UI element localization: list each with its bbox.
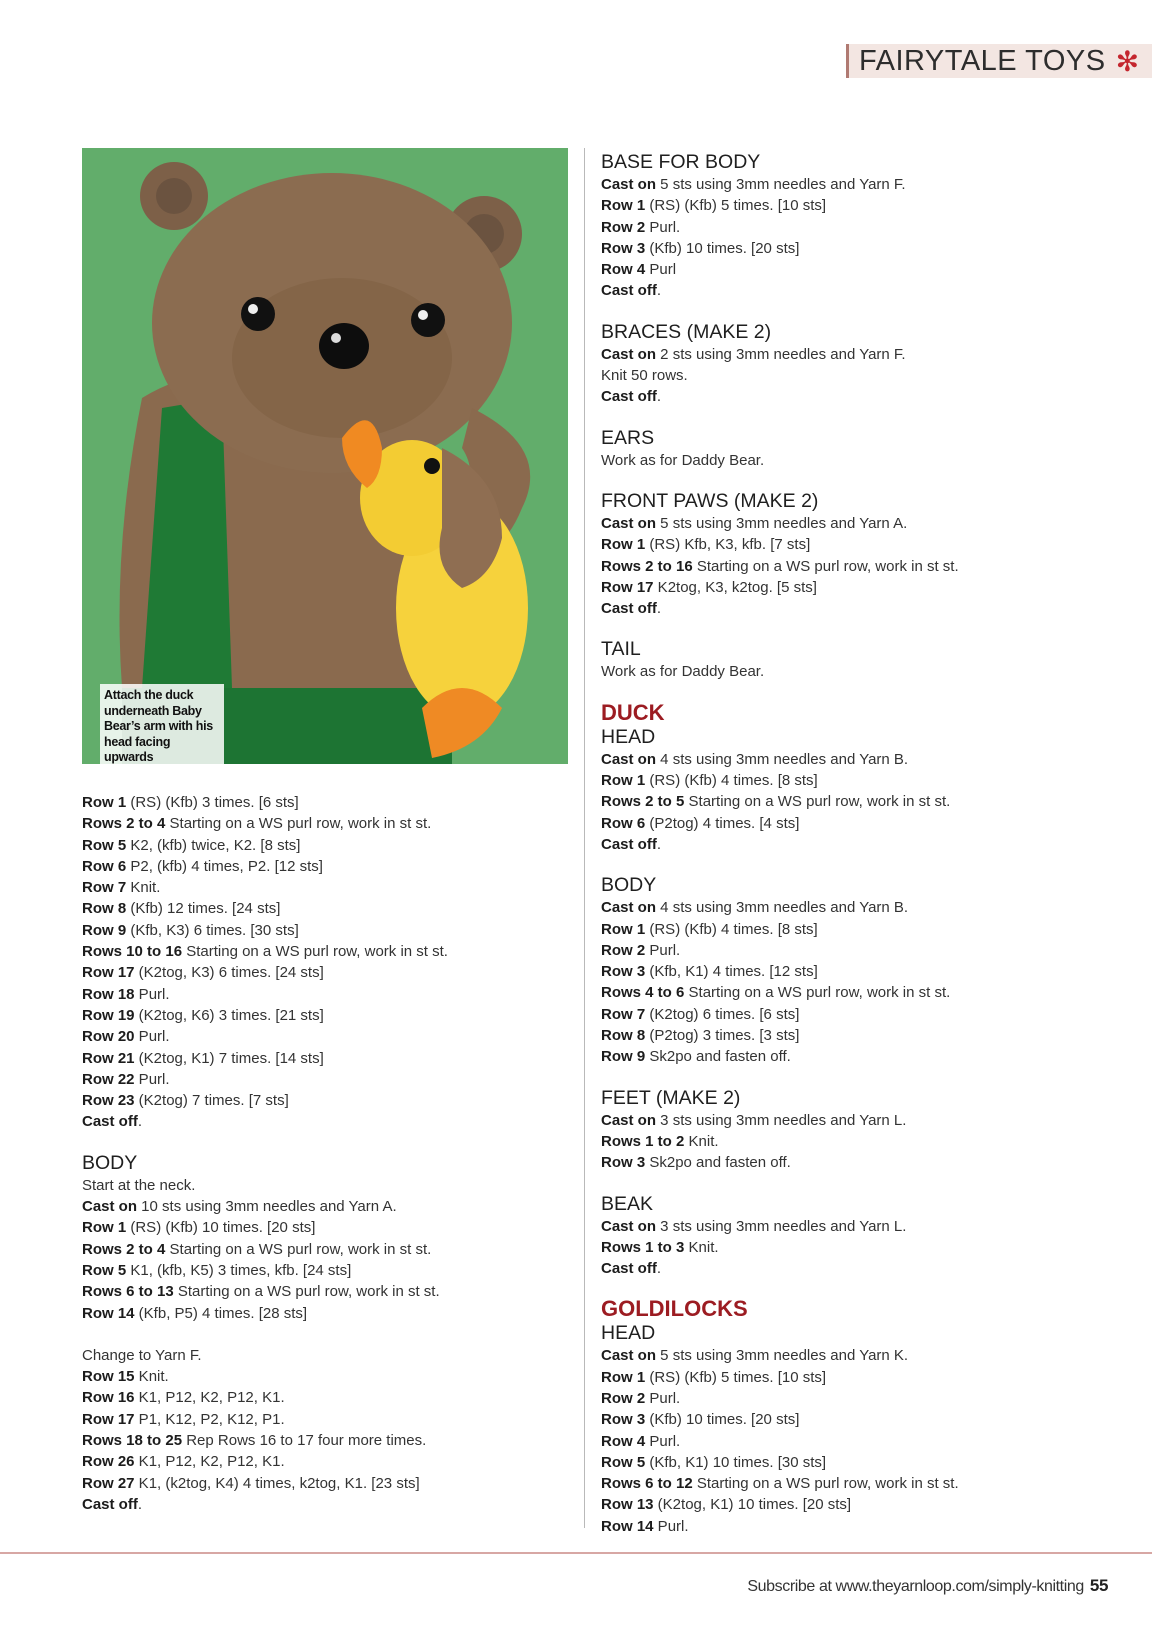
instruction-step: Row 7 bbox=[82, 879, 127, 897]
instruction-step: Cast off bbox=[601, 835, 657, 853]
instruction-line bbox=[601, 598, 1081, 619]
instruction-step: Cast on bbox=[601, 345, 657, 363]
instruction-step: Cast off bbox=[82, 1113, 138, 1131]
section-heading: BODY bbox=[601, 874, 657, 897]
page-footer bbox=[747, 1576, 1108, 1596]
instruction-line bbox=[601, 217, 1081, 238]
instruction-step: Cast on bbox=[601, 1217, 657, 1235]
instruction-step: Row 20 bbox=[82, 1028, 135, 1046]
section-heading: HEAD bbox=[601, 1322, 656, 1345]
instruction-step: Row 3 bbox=[601, 1411, 646, 1429]
instruction-text: K1, P12, K2, P12, K1. bbox=[134, 1453, 285, 1471]
instruction-text: Starting on a WS purl row, work in st st. bbox=[692, 1475, 959, 1493]
instruction-line bbox=[82, 1196, 552, 1217]
instruction-line bbox=[82, 1090, 552, 1111]
instruction-text: (RS) (Kfb) 4 times. [8 sts] bbox=[645, 920, 818, 938]
instruction-line bbox=[601, 195, 1081, 216]
instruction-step: Rows 1 to 2 bbox=[601, 1132, 685, 1150]
instruction-step: Row 14 bbox=[82, 1304, 135, 1322]
instruction-text: (Kfb, K1) 4 times. [12 sts] bbox=[645, 963, 818, 981]
instruction-step: Row 5 bbox=[82, 1261, 127, 1279]
instruction-step: Cast on bbox=[82, 1198, 138, 1216]
instruction-step: Rows 2 to 4 bbox=[82, 815, 166, 833]
instruction-line bbox=[601, 1004, 1081, 1025]
instruction-line bbox=[601, 770, 1081, 791]
instruction-line bbox=[82, 792, 552, 813]
instruction-line bbox=[601, 919, 1081, 940]
instruction-line bbox=[601, 1258, 1081, 1279]
instruction-step: Row 5 bbox=[82, 836, 127, 854]
instruction-line bbox=[601, 1025, 1081, 1046]
section-heading: BRACES (MAKE 2) bbox=[601, 320, 772, 343]
instruction-text: (Kfb, K1) 10 times. [30 sts] bbox=[645, 1453, 827, 1471]
section-heading: BASE FOR BODY bbox=[601, 151, 761, 173]
instruction-text: Purl. bbox=[134, 1070, 170, 1088]
instruction-line bbox=[601, 982, 1081, 1003]
instruction-text: . bbox=[656, 600, 662, 618]
instruction-line bbox=[82, 1451, 552, 1472]
instruction-step: Rows 6 to 13 bbox=[82, 1283, 174, 1301]
instruction-line bbox=[601, 1216, 1081, 1237]
instruction-step: Row 17 bbox=[601, 578, 654, 596]
instruction-line bbox=[601, 174, 1081, 195]
section-heading: EARS bbox=[601, 426, 655, 449]
instruction-text: 3 sts using 3mm needles and Yarn L. bbox=[656, 1111, 907, 1129]
instruction-text: (Kfb) 10 times. [20 sts] bbox=[645, 1411, 800, 1429]
instruction-line bbox=[601, 897, 1081, 918]
instruction-text: Starting on a WS purl row, work in st st. bbox=[684, 793, 951, 811]
instruction-step: Row 1 bbox=[601, 197, 646, 215]
spacer bbox=[82, 1324, 552, 1345]
instruction-text: (RS) Kfb, K3, kfb. [7 sts] bbox=[645, 536, 811, 554]
instruction-line bbox=[601, 1473, 1081, 1494]
instruction-text: Purl. bbox=[645, 941, 681, 959]
instruction-line bbox=[601, 1110, 1081, 1131]
instruction-step: Rows 10 to 16 bbox=[82, 943, 183, 961]
instruction-text: Purl. bbox=[645, 1389, 681, 1407]
instruction-line bbox=[601, 259, 1081, 280]
instruction-line bbox=[601, 961, 1081, 982]
instruction-line bbox=[601, 1046, 1081, 1067]
instruction-step: Rows 6 to 12 bbox=[601, 1475, 693, 1493]
instruction-text: Start at the neck. bbox=[82, 1176, 196, 1194]
instruction-text: (K2tog, K6) 3 times. [21 sts] bbox=[134, 1006, 324, 1024]
instruction-step: Cast on bbox=[601, 750, 657, 768]
instruction-line bbox=[82, 1217, 552, 1238]
instruction-step: Rows 2 to 4 bbox=[82, 1240, 166, 1258]
pattern-column-right bbox=[601, 150, 1081, 1537]
instruction-line bbox=[601, 813, 1081, 834]
instruction-step: Row 3 bbox=[601, 1154, 646, 1172]
instruction-line bbox=[601, 1131, 1081, 1152]
instruction-step: Row 15 bbox=[82, 1368, 135, 1386]
instruction-line bbox=[601, 280, 1081, 301]
instruction-line bbox=[82, 962, 552, 983]
instruction-text: Knit. bbox=[134, 1368, 169, 1386]
instruction-text: Knit 50 rows. bbox=[601, 367, 688, 385]
instruction-line bbox=[601, 749, 1081, 770]
instruction-text: 5 sts using 3mm needles and Yarn K. bbox=[656, 1347, 909, 1365]
instruction-step: Cast on bbox=[601, 1111, 657, 1129]
instruction-step: Row 1 bbox=[601, 536, 646, 554]
instruction-line bbox=[601, 556, 1081, 577]
instruction-line bbox=[82, 898, 552, 919]
instruction-line bbox=[82, 1260, 552, 1281]
instruction-step: Rows 2 to 16 bbox=[601, 557, 693, 575]
instruction-line bbox=[82, 941, 552, 962]
instruction-text: 2 sts using 3mm needles and Yarn F. bbox=[656, 345, 906, 363]
bear-illustration bbox=[82, 148, 568, 764]
instruction-text: Purl. bbox=[645, 218, 681, 236]
instruction-text: K1, P12, K2, P12, K1. bbox=[134, 1389, 285, 1407]
instruction-line bbox=[601, 661, 1081, 682]
instruction-text: Purl. bbox=[645, 1432, 681, 1450]
instruction-step: Row 14 bbox=[601, 1517, 654, 1535]
instruction-step: Row 2 bbox=[601, 218, 646, 236]
instruction-step: Row 18 bbox=[82, 985, 135, 1003]
instruction-line bbox=[601, 534, 1081, 555]
instruction-step: Cast on bbox=[601, 176, 657, 193]
instruction-line bbox=[82, 1048, 552, 1069]
instruction-text: Knit. bbox=[684, 1132, 719, 1150]
footer-divider bbox=[0, 1552, 1152, 1554]
instruction-step: Row 9 bbox=[82, 921, 127, 939]
instruction-line bbox=[601, 450, 1081, 471]
instruction-step: Row 1 bbox=[601, 772, 646, 790]
instruction-text: Starting on a WS purl row, work in st st. bbox=[165, 1240, 432, 1258]
section-heading: TAIL bbox=[601, 638, 641, 661]
instruction-text: . bbox=[656, 388, 662, 406]
instruction-line bbox=[601, 791, 1081, 812]
instruction-text: (K2tog, K3) 6 times. [24 sts] bbox=[134, 964, 324, 982]
instruction-line bbox=[601, 1431, 1081, 1452]
instruction-line bbox=[82, 984, 552, 1005]
instruction-line bbox=[601, 386, 1081, 407]
instruction-text: (Kfb) 12 times. [24 sts] bbox=[126, 900, 281, 918]
instruction-line bbox=[601, 238, 1081, 259]
instruction-text: 4 sts using 3mm needles and Yarn B. bbox=[656, 899, 909, 917]
instruction-line bbox=[601, 365, 1081, 386]
instruction-line bbox=[82, 1175, 552, 1196]
instruction-step: Row 16 bbox=[82, 1389, 135, 1407]
instruction-line bbox=[82, 1409, 552, 1430]
instruction-text: Change to Yarn F. bbox=[82, 1346, 202, 1364]
instruction-step: Row 5 bbox=[601, 1453, 646, 1471]
instruction-line bbox=[601, 577, 1081, 598]
instruction-line bbox=[601, 1452, 1081, 1473]
instruction-text: . bbox=[137, 1113, 143, 1131]
instruction-step: Row 3 bbox=[601, 963, 646, 981]
instruction-text: K2tog, K3, k2tog. [5 sts] bbox=[653, 578, 817, 596]
instruction-text: K2, (kfb) twice, K2. [8 sts] bbox=[126, 836, 301, 854]
instruction-text: Knit. bbox=[684, 1238, 719, 1256]
instruction-text: (RS) (Kfb) 3 times. [6 sts] bbox=[126, 794, 299, 811]
instruction-step: Row 22 bbox=[82, 1070, 135, 1088]
instruction-text: (RS) (Kfb) 4 times. [8 sts] bbox=[645, 772, 818, 790]
instruction-text: 5 sts using 3mm needles and Yarn F. bbox=[656, 176, 906, 193]
instruction-text: P1, K12, P2, K12, P1. bbox=[134, 1410, 285, 1428]
instruction-step: Row 19 bbox=[82, 1006, 135, 1024]
section-heading: FEET (MAKE 2) bbox=[601, 1086, 741, 1109]
instruction-text: Sk2po and fasten off. bbox=[645, 1154, 791, 1172]
instruction-text: (RS) (Kfb) 5 times. [10 sts] bbox=[645, 1368, 827, 1386]
instruction-line bbox=[601, 1237, 1081, 1258]
instruction-step: Row 6 bbox=[82, 857, 127, 875]
instruction-line bbox=[601, 1367, 1081, 1388]
instruction-step: Row 1 bbox=[601, 1368, 646, 1386]
instruction-text: (Kfb, K3) 6 times. [30 sts] bbox=[126, 921, 299, 939]
instruction-line bbox=[82, 856, 552, 877]
instruction-text: Starting on a WS purl row, work in st st. bbox=[692, 557, 959, 575]
section-heading: HEAD bbox=[601, 725, 656, 748]
instruction-line bbox=[82, 1473, 552, 1494]
instruction-text: Purl. bbox=[653, 1517, 689, 1535]
instruction-line bbox=[82, 877, 552, 898]
instruction-step: Row 2 bbox=[601, 1389, 646, 1407]
instruction-step: Row 1 bbox=[82, 1219, 127, 1237]
instruction-step: Row 3 bbox=[601, 239, 646, 257]
instruction-text: (Kfb, P5) 4 times. [28 sts] bbox=[134, 1304, 308, 1322]
instruction-line bbox=[82, 1366, 552, 1387]
instruction-step: Row 1 bbox=[601, 920, 646, 938]
instruction-step: Row 17 bbox=[82, 964, 135, 982]
page-number: 55 bbox=[1089, 1576, 1108, 1595]
section-heading: BEAK bbox=[601, 1192, 654, 1215]
instruction-text: (RS) (Kfb) 10 times. [20 sts] bbox=[126, 1219, 316, 1237]
instruction-step: Row 8 bbox=[601, 1027, 646, 1045]
instruction-step: Rows 18 to 25 bbox=[82, 1432, 183, 1450]
instruction-line bbox=[601, 513, 1081, 534]
instruction-step: Rows 1 to 3 bbox=[601, 1238, 685, 1256]
instruction-step: Row 7 bbox=[601, 1005, 646, 1023]
instruction-text: (K2tog, K1) 7 times. [14 sts] bbox=[134, 1049, 324, 1067]
instruction-line bbox=[82, 1005, 552, 1026]
instruction-text: . bbox=[656, 1260, 662, 1278]
instruction-line bbox=[601, 1516, 1081, 1537]
instruction-step: Cast on bbox=[601, 514, 657, 532]
instruction-step: Row 6 bbox=[601, 814, 646, 832]
instruction-line bbox=[601, 1152, 1081, 1173]
instruction-step: Row 1 bbox=[82, 794, 127, 811]
instruction-step: Row 21 bbox=[82, 1049, 135, 1067]
instruction-line bbox=[82, 835, 552, 856]
instruction-text: Purl bbox=[645, 261, 677, 279]
instruction-line bbox=[82, 1069, 552, 1090]
instruction-text: Purl. bbox=[134, 985, 170, 1003]
instruction-line bbox=[82, 1430, 552, 1451]
instruction-text: 3 sts using 3mm needles and Yarn L. bbox=[656, 1217, 907, 1235]
instruction-text: 4 sts using 3mm needles and Yarn B. bbox=[656, 750, 909, 768]
instruction-line bbox=[82, 1111, 552, 1132]
photo-caption: Attach the duck underneath Baby Bear’s arm with his head facing upwards bbox=[100, 684, 224, 764]
instruction-line bbox=[601, 940, 1081, 961]
instruction-text: (Kfb) 10 times. [20 sts] bbox=[645, 239, 800, 257]
instruction-line bbox=[82, 1303, 552, 1324]
instruction-line bbox=[82, 1494, 552, 1515]
instruction-step: Cast off bbox=[82, 1495, 138, 1513]
section-title: FAIRYTALE TOYS bbox=[859, 44, 1106, 77]
instruction-step: Cast off bbox=[601, 600, 657, 618]
instruction-line bbox=[82, 1345, 552, 1366]
pattern-title: DUCK bbox=[601, 699, 665, 725]
instruction-text: Sk2po and fasten off. bbox=[645, 1048, 791, 1066]
instruction-text: Starting on a WS purl row, work in st st. bbox=[684, 984, 951, 1002]
instruction-step: Row 2 bbox=[601, 941, 646, 959]
instruction-step: Cast on bbox=[601, 1347, 657, 1365]
instruction-text: (K2tog) 7 times. [7 sts] bbox=[134, 1092, 289, 1110]
instruction-step: Row 8 bbox=[82, 900, 127, 918]
instruction-line bbox=[601, 1345, 1081, 1366]
instruction-line bbox=[601, 1388, 1081, 1409]
instruction-line bbox=[601, 344, 1081, 365]
pattern-column-left bbox=[82, 792, 552, 1515]
pattern-title: GOLDILOCKS bbox=[601, 1296, 748, 1322]
instruction-text: (RS) (Kfb) 5 times. [10 sts] bbox=[645, 197, 827, 215]
instruction-step: Row 9 bbox=[601, 1048, 646, 1066]
instruction-step: Row 4 bbox=[601, 1432, 646, 1450]
instruction-step: Rows 2 to 5 bbox=[601, 793, 685, 811]
instruction-text: Knit. bbox=[126, 879, 161, 897]
instruction-text: (K2tog, K1) 10 times. [20 sts] bbox=[653, 1496, 852, 1514]
instruction-line bbox=[82, 920, 552, 941]
section-heading: BODY bbox=[82, 1151, 138, 1174]
instruction-text: 5 sts using 3mm needles and Yarn A. bbox=[656, 514, 908, 532]
instruction-text: Rep Rows 16 to 17 four more times. bbox=[182, 1432, 427, 1450]
section-heading: FRONT PAWS (MAKE 2) bbox=[601, 489, 819, 512]
instruction-text: (P2tog) 4 times. [4 sts] bbox=[645, 814, 800, 832]
instruction-line bbox=[601, 1494, 1081, 1515]
instruction-text: (P2tog) 3 times. [3 sts] bbox=[645, 1027, 800, 1045]
instruction-text: Starting on a WS purl row, work in st st. bbox=[182, 943, 448, 961]
section-tab bbox=[846, 44, 1152, 78]
star-icon: ✻ bbox=[1115, 45, 1140, 77]
instruction-step: Row 23 bbox=[82, 1092, 135, 1110]
instruction-step: Cast on bbox=[601, 899, 657, 917]
instruction-text: . bbox=[137, 1495, 143, 1513]
instruction-step: Row 26 bbox=[82, 1453, 135, 1471]
instruction-text: K1, (k2tog, K4) 4 times, k2tog, K1. [23 sts] bbox=[134, 1474, 420, 1492]
instruction-step: Cast off bbox=[601, 388, 657, 406]
instruction-text: Work as for Daddy Bear. bbox=[601, 451, 765, 469]
instruction-line bbox=[82, 1239, 552, 1260]
instruction-line bbox=[601, 1409, 1081, 1430]
instruction-text: . bbox=[656, 835, 662, 853]
instruction-line bbox=[82, 1387, 552, 1408]
instruction-text: P2, (kfb) 4 times, P2. [12 sts] bbox=[126, 857, 323, 875]
instruction-text: Work as for Daddy Bear. bbox=[601, 663, 765, 681]
instruction-text: K1, (kfb, K5) 3 times, kfb. [24 sts] bbox=[126, 1261, 352, 1279]
instruction-step: Row 27 bbox=[82, 1474, 135, 1492]
instruction-line bbox=[82, 813, 552, 834]
instruction-text: Starting on a WS purl row, work in st st. bbox=[173, 1283, 440, 1301]
instruction-step: Cast off bbox=[601, 1260, 657, 1278]
instruction-text: Starting on a WS purl row, work in st st. bbox=[165, 815, 432, 833]
instruction-text: 10 sts using 3mm needles and Yarn A. bbox=[137, 1198, 397, 1216]
subscribe-link[interactable]: Subscribe at www.theyarnloop.com/simply-knitting bbox=[747, 1578, 1084, 1595]
instruction-line bbox=[601, 834, 1081, 855]
instruction-step: Rows 4 to 6 bbox=[601, 984, 685, 1002]
instruction-line bbox=[82, 1281, 552, 1302]
baby-bear-photo bbox=[82, 148, 568, 764]
instruction-line bbox=[82, 1026, 552, 1047]
instruction-step: Row 17 bbox=[82, 1410, 135, 1428]
column-divider bbox=[584, 148, 585, 1528]
instruction-step: Row 4 bbox=[601, 261, 646, 279]
instruction-text: . bbox=[656, 282, 662, 300]
instruction-step: Row 13 bbox=[601, 1496, 654, 1514]
instruction-text: Purl. bbox=[134, 1028, 170, 1046]
instruction-step: Cast off bbox=[601, 282, 657, 300]
instruction-text: (K2tog) 6 times. [6 sts] bbox=[645, 1005, 800, 1023]
